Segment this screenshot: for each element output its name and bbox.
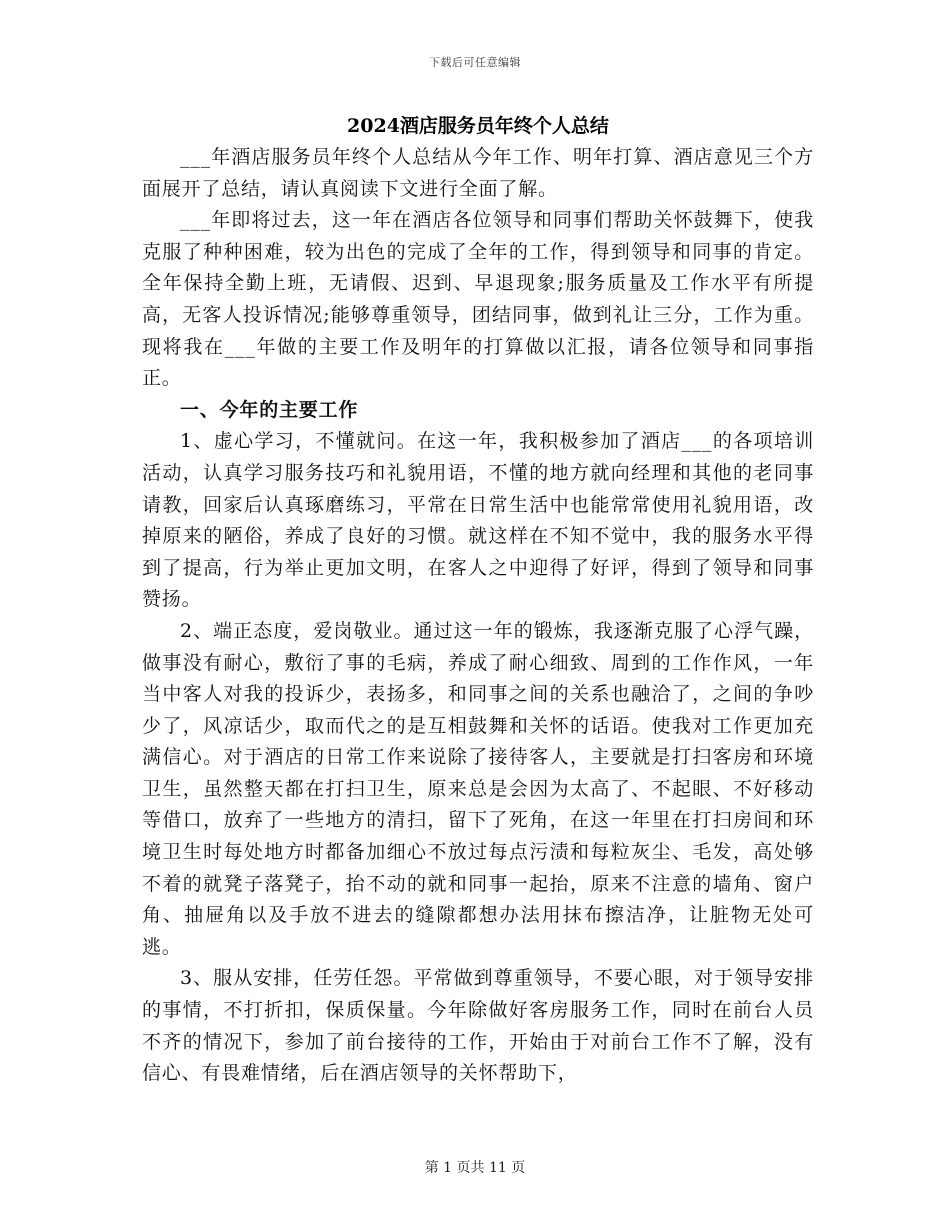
item-paragraph-3: 3、服从安排，任劳任怨。平常做到尊重领导，不要心眼，对于领导安排的事情，不打折扣，保质保量。今年除做好客房服务工作，同时在前台人员不齐的情况下，参加了前台接待的工作，开始由于对前台工作不了解，没有信心、有畏难情绪，后在酒店领导的关怀帮助下，	[142, 967, 814, 1085]
item-paragraph-1: 1、虚心学习，不懂就问。在这一年，我积极参加了酒店___的各项培训活动，认真学习服务技巧和礼貌用语，不懂的地方就向经理和其他的老同事请教，回家后认真琢磨练习，平常在日常生活中也能常常使用礼貌用语，改掉原来的陋俗，养成了良好的习惯。就这样在不知不觉中，我的服务水平得到了提高，行为举止更加文明，在客人之中迎得了好评，得到了领导和同事赞扬。	[142, 430, 814, 611]
section-heading: 一、今年的主要工作	[180, 398, 359, 421]
document-text	[142, 142, 814, 1090]
header-note: 下载后可任意编辑	[429, 56, 521, 69]
overview-paragraph: ___年即将过去，这一年在酒店各位领导和同事们帮助关怀鼓舞下，使我克服了种种困难，较为出色的完成了全年的工作，得到领导和同事的肯定。全年保持全勤上班，无请假、迟到、早退现象;服务质量及工作水平有所提高，无客人投诉情况;能够尊重领导，团结同事，做到礼让三分，工作为重。现将我在___年做的主要工作及明年的打算做以汇报，请各位领导和同事指正。	[142, 209, 814, 390]
page-number: 第 1 页共 11 页	[424, 1160, 526, 1176]
document-body	[142, 110, 814, 1090]
intro-paragraph: ___年酒店服务员年终个人总结从今年工作、明年打算、酒店意见三个方面展开了总结，请认真阅读下文进行全面了解。	[142, 146, 814, 200]
document-title: 2024酒店服务员年终个人总结	[347, 115, 609, 137]
item-paragraph-2: 2、端正态度，爱岗敬业。通过这一年的锻炼，我逐渐克服了心浮气躁，做事没有耐心，敷衍了事的毛病，养成了耐心细致、周到的工作作风，一年当中客人对我的投诉少，表扬多，和同事之间的关系也融洽了，之间的争吵少了，风凉话少，取而代之的是互相鼓舞和关怀的话语。使我对工作更加充满信心。对于酒店的日常工作来说除了接待客人，主要就是打扫客房和环境卫生，虽然整天都在打扫卫生，原来总是会因为太高了、不起眼、不好移动等借口，放弃了一些地方的清扫，留下了死角，在这一年里在打扫房间和环境卫生时每处地方时都备加细心不放过每点污渍和每粒灰尘、毛发，高处够不着的就凳子落凳子，抬不动的就和同事一起抬，原来不注意的墙角、窗户角、抽屉角以及手放不进去的缝隙都想办法用抹布擦洁净，让脏物无处可逃。	[142, 619, 814, 958]
